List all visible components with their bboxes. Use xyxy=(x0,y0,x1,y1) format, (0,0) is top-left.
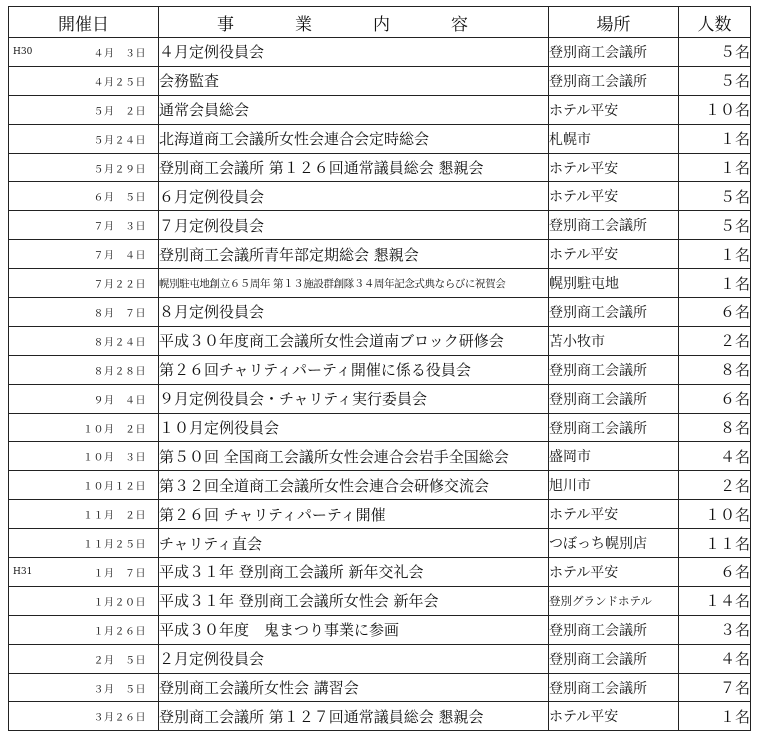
row-date-cell xyxy=(9,442,159,471)
table-row xyxy=(9,182,751,211)
row-date: ２月 ５日 xyxy=(93,655,146,667)
row-date: １０月１２日 xyxy=(83,481,146,493)
table-row xyxy=(9,558,751,587)
row-count: ６名 xyxy=(679,558,751,587)
row-count: ５名 xyxy=(679,38,751,67)
row-date: ８月 ７日 xyxy=(93,308,146,320)
row-date-cell xyxy=(9,413,159,442)
row-event: 登別商工会議所 第１２７回通常議員総会 懇親会 xyxy=(159,702,549,731)
row-date: ５月２４日 xyxy=(93,135,146,147)
row-date: ４月 ３日 xyxy=(93,48,146,60)
row-era: H30 xyxy=(13,46,33,57)
row-date-cell xyxy=(9,153,159,182)
row-date-cell xyxy=(9,500,159,529)
row-date-cell xyxy=(9,586,159,615)
row-date: ３月２６日 xyxy=(93,712,146,724)
row-event: ９月定例役員会・チャリティ実行委員会 xyxy=(159,384,549,413)
row-count: ６名 xyxy=(679,298,751,327)
row-count: １名 xyxy=(679,153,751,182)
table-row xyxy=(9,153,751,182)
row-date-cell xyxy=(9,384,159,413)
header-event: 事 業 内 容 xyxy=(159,7,549,38)
row-count: ５名 xyxy=(679,182,751,211)
row-event: 平成３０年度商工会議所女性会道南ブロック研修会 xyxy=(159,326,549,355)
row-place: ホテル平安 xyxy=(549,558,679,587)
row-count: １０名 xyxy=(679,95,751,124)
row-date-cell xyxy=(9,38,159,67)
row-place: 盛岡市 xyxy=(549,442,679,471)
row-date: １０月 ２日 xyxy=(83,424,146,436)
row-date: ７月 ４日 xyxy=(93,250,146,262)
row-date-cell xyxy=(9,66,159,95)
table-row xyxy=(9,326,751,355)
row-place: 登別グランドホテル xyxy=(549,586,679,615)
row-place: ホテル平安 xyxy=(549,95,679,124)
row-date-cell xyxy=(9,355,159,384)
row-place: ホテル平安 xyxy=(549,153,679,182)
row-date: ５月 ２日 xyxy=(93,106,146,118)
table-row xyxy=(9,124,751,153)
row-date: ８月２８日 xyxy=(93,366,146,378)
row-date-cell xyxy=(9,615,159,644)
row-event: 会務監査 xyxy=(159,66,549,95)
row-event: 登別商工会議所女性会 講習会 xyxy=(159,673,549,702)
table-row xyxy=(9,413,751,442)
row-place: 登別商工会議所 xyxy=(549,66,679,95)
row-date: ７月２２日 xyxy=(93,279,146,291)
row-place: 旭川市 xyxy=(549,471,679,500)
row-date-cell xyxy=(9,558,159,587)
row-event: 第３２回全道商工会議所女性会連合会研修交流会 xyxy=(159,471,549,500)
table-row xyxy=(9,644,751,673)
row-place: 登別商工会議所 xyxy=(549,413,679,442)
table-row xyxy=(9,471,751,500)
row-date-cell xyxy=(9,124,159,153)
row-count: １名 xyxy=(679,240,751,269)
row-count: １０名 xyxy=(679,500,751,529)
table-row xyxy=(9,529,751,558)
row-event: 第２６回チャリティパーティ開催に係る役員会 xyxy=(159,355,549,384)
row-date: ４月２５日 xyxy=(93,77,146,89)
row-place: 登別商工会議所 xyxy=(549,384,679,413)
row-event: ４月定例役員会 xyxy=(159,38,549,67)
row-event: チャリティ直会 xyxy=(159,529,549,558)
row-date: ６月 ５日 xyxy=(93,192,146,204)
row-event: ７月定例役員会 xyxy=(159,211,549,240)
row-event: 平成３０年度 鬼まつり事業に参画 xyxy=(159,615,549,644)
row-date: １１月 ２日 xyxy=(83,510,146,522)
row-date: １１月２５日 xyxy=(83,539,146,551)
row-date: １０月 ３日 xyxy=(83,452,146,464)
row-date-cell xyxy=(9,182,159,211)
activity-schedule-table xyxy=(8,6,751,731)
row-event: 平成３１年 登別商工会議所 新年交礼会 xyxy=(159,558,549,587)
row-date-cell xyxy=(9,95,159,124)
table-row xyxy=(9,384,751,413)
row-date: １月 ７日 xyxy=(93,568,146,580)
row-place: 登別商工会議所 xyxy=(549,615,679,644)
table-row xyxy=(9,702,751,731)
row-date: ７月 ３日 xyxy=(93,221,146,233)
table-row xyxy=(9,442,751,471)
table-row xyxy=(9,355,751,384)
row-date-cell xyxy=(9,326,159,355)
row-count: ８名 xyxy=(679,355,751,384)
row-event: 登別商工会議所青年部定期総会 懇親会 xyxy=(159,240,549,269)
row-count: ５名 xyxy=(679,211,751,240)
row-place: つぼっち幌別店 xyxy=(549,529,679,558)
row-count: １名 xyxy=(679,702,751,731)
row-event: 登別商工会議所 第１２６回通常議員総会 懇親会 xyxy=(159,153,549,182)
row-place: 幌別駐屯地 xyxy=(549,269,679,298)
row-place: 登別商工会議所 xyxy=(549,298,679,327)
row-count: ８名 xyxy=(679,413,751,442)
row-event: 幌別駐屯地創立６５周年 第１３施設群創隊３４周年記念式典ならびに祝賀会 xyxy=(159,269,549,298)
row-count: ２名 xyxy=(679,471,751,500)
row-place: 登別商工会議所 xyxy=(549,673,679,702)
row-event: 北海道商工会議所女性会連合会定時総会 xyxy=(159,124,549,153)
table-row xyxy=(9,673,751,702)
table-row xyxy=(9,500,751,529)
row-count: １１名 xyxy=(679,529,751,558)
row-date-cell xyxy=(9,644,159,673)
table-row xyxy=(9,211,751,240)
row-place: 札幌市 xyxy=(549,124,679,153)
row-count: ４名 xyxy=(679,644,751,673)
row-place: ホテル平安 xyxy=(549,500,679,529)
row-date: ８月２４日 xyxy=(93,337,146,349)
row-date: ５月２９日 xyxy=(93,164,146,175)
row-count: １名 xyxy=(679,124,751,153)
row-count: ６名 xyxy=(679,384,751,413)
row-count: ２名 xyxy=(679,326,751,355)
row-date-cell xyxy=(9,211,159,240)
row-event: ２月定例役員会 xyxy=(159,644,549,673)
table-row xyxy=(9,269,751,298)
row-date-cell xyxy=(9,702,159,731)
row-count: ３名 xyxy=(679,615,751,644)
table-row xyxy=(9,66,751,95)
row-event: 平成３１年 登別商工会議所女性会 新年会 xyxy=(159,586,549,615)
header-row xyxy=(9,7,751,38)
table-row xyxy=(9,615,751,644)
row-date-cell xyxy=(9,673,159,702)
row-count: ４名 xyxy=(679,442,751,471)
row-place: ホテル平安 xyxy=(549,240,679,269)
row-place: 苫小牧市 xyxy=(549,326,679,355)
row-place: 登別商工会議所 xyxy=(549,355,679,384)
row-place: ホテル平安 xyxy=(549,702,679,731)
row-date-cell xyxy=(9,471,159,500)
header-place: 場所 xyxy=(549,7,679,38)
header-date: 開催日 xyxy=(9,7,159,38)
row-place: 登別商工会議所 xyxy=(549,38,679,67)
row-date: ９月 ４日 xyxy=(93,395,146,407)
row-place: 登別商工会議所 xyxy=(549,644,679,673)
row-count: ５名 xyxy=(679,66,751,95)
row-event: 通常会員総会 xyxy=(159,95,549,124)
row-count: １名 xyxy=(679,269,751,298)
row-date: １月２６日 xyxy=(93,626,146,638)
row-date-cell xyxy=(9,298,159,327)
row-date-cell xyxy=(9,240,159,269)
row-event: ６月定例役員会 xyxy=(159,182,549,211)
row-event: 第５０回 全国商工会議所女性会連合会岩手全国総会 xyxy=(159,442,549,471)
row-event: １０月定例役員会 xyxy=(159,413,549,442)
header-count: 人数 xyxy=(679,7,751,38)
row-date-cell xyxy=(9,529,159,558)
row-event: 第２６回 チャリティパーティ開催 xyxy=(159,500,549,529)
row-date-cell xyxy=(9,269,159,298)
row-count: ７名 xyxy=(679,673,751,702)
table-row xyxy=(9,298,751,327)
row-date: １月２０日 xyxy=(93,597,146,609)
table-row xyxy=(9,240,751,269)
row-era: H31 xyxy=(13,566,33,577)
row-place: 登別商工会議所 xyxy=(549,211,679,240)
table-row xyxy=(9,38,751,67)
row-place: ホテル平安 xyxy=(549,182,679,211)
row-date: ３月 ５日 xyxy=(93,684,146,696)
row-event: ８月定例役員会 xyxy=(159,298,549,327)
row-count: １４名 xyxy=(679,586,751,615)
table-row xyxy=(9,95,751,124)
table-row xyxy=(9,586,751,615)
